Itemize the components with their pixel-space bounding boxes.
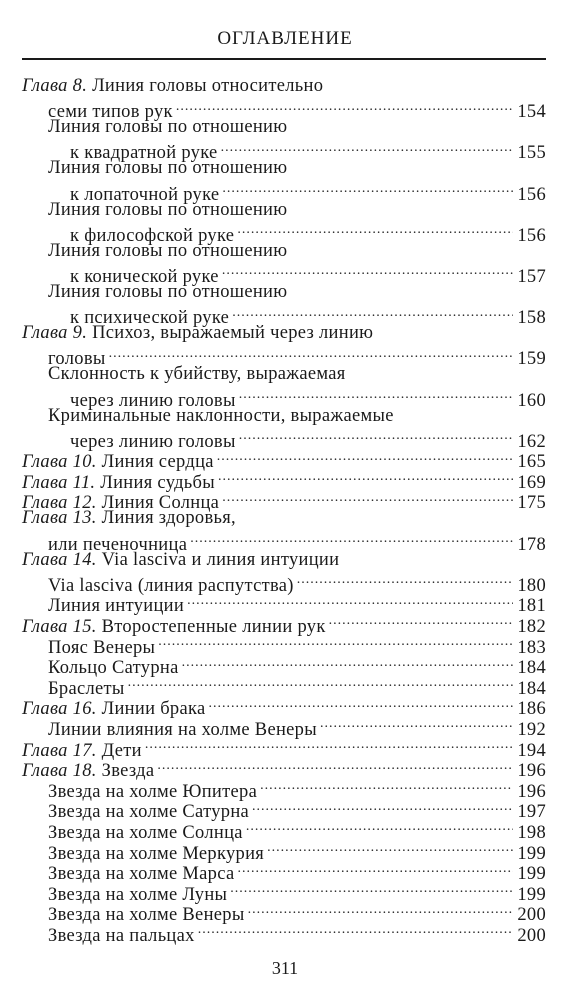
toc-entry (22, 776, 546, 802)
chapter-label: Глава 16. (22, 699, 97, 720)
toc-entry (22, 879, 546, 905)
dot-leader (239, 426, 513, 447)
toc-entry (22, 76, 546, 97)
toc-page-number: 180 (517, 575, 546, 596)
chapter-label: Глава 9. (22, 323, 88, 344)
dot-leader (187, 591, 513, 612)
toc-entry (22, 632, 546, 658)
dot-leader (182, 653, 513, 674)
dot-leader (297, 570, 513, 591)
toc-entry-title: к квадратной руке (70, 143, 218, 164)
header-divider (22, 58, 546, 60)
toc-page-number: 183 (517, 637, 546, 658)
toc-page-number: 184 (517, 678, 546, 699)
toc-entry-title: Линия судьбы (100, 472, 215, 493)
dot-leader (329, 611, 513, 632)
toc-entry (22, 364, 546, 385)
toc-page-number: 160 (517, 390, 546, 411)
chapter-label: Глава 15. (22, 617, 97, 638)
toc-entry (22, 220, 546, 246)
page-number: 311 (271, 958, 299, 978)
toc-entry-title: Линия головы по отношению (48, 199, 288, 220)
toc-entry-title: Линия здоровья, (101, 508, 236, 529)
toc-entry-text (48, 282, 287, 303)
toc-entry (22, 261, 546, 287)
toc-page-number: 197 (517, 802, 546, 823)
toc-entry-title: Склонность к убийству, выражаемая (48, 364, 346, 385)
toc-entry-title: Звезда на холме Меркурия (48, 843, 265, 864)
toc-page-number: 181 (517, 596, 546, 617)
toc-entry-text (22, 76, 323, 97)
toc-entry-title: через линию головы (70, 390, 236, 411)
toc-page-number: 162 (517, 431, 546, 452)
chapter-label: Глава 11. (22, 472, 96, 493)
toc-page-number: 196 (517, 761, 546, 782)
dot-leader (209, 694, 514, 715)
toc-entry-text (48, 158, 287, 179)
toc-entry-title: Via lasciva (линия распутства) (48, 575, 294, 596)
toc-entry (22, 385, 546, 411)
toc-entry-title: Линия головы по отношению (48, 240, 288, 261)
toc-entry (22, 488, 546, 514)
toc-entry-title: Пояс Венеры (48, 637, 156, 658)
dot-leader (218, 467, 513, 488)
toc-page-number: 159 (517, 349, 546, 370)
toc-entry-title: через линию головы (70, 431, 236, 452)
toc-entry-title: Звезда на холме Юпитера (48, 781, 258, 802)
toc-entry-title: Звезда на холме Марса (48, 864, 235, 885)
toc-entry-title: Звезда на холме Венеры (48, 905, 245, 926)
toc-entry-text (48, 117, 287, 138)
toc-entry (22, 406, 546, 427)
toc-page-number: 198 (517, 822, 546, 843)
chapter-label: Глава 14. (22, 549, 97, 570)
toc-entry-title: Линия головы по отношению (48, 158, 288, 179)
toc-entry-title: Линии влияния на холме Венеры (48, 720, 317, 740)
dot-leader (217, 447, 513, 468)
toc-entry (22, 859, 546, 885)
toc-entry-text (48, 364, 346, 385)
toc-page-number: 178 (517, 534, 546, 555)
toc-entry (22, 714, 546, 740)
toc-entry (22, 158, 546, 179)
toc-page-number: 196 (517, 781, 546, 802)
toc-entry (22, 426, 546, 452)
toc-entry (22, 344, 546, 370)
toc-entry-title: к конической руке (70, 266, 219, 287)
toc-entry (22, 97, 546, 123)
toc-entry-title: Звезда на холме Сатурна (48, 802, 250, 823)
dot-leader (128, 673, 513, 694)
dot-leader (145, 735, 513, 756)
toc-page-number: 194 (517, 740, 546, 761)
chapter-label: Глава 13. (22, 508, 97, 529)
toc-entry-title: Браслеты (48, 678, 125, 699)
dot-leader (267, 838, 513, 859)
toc-entry-title: Линия головы по отношению (48, 117, 288, 138)
toc-entry-title: Дети (101, 740, 142, 761)
toc-entry (22, 920, 546, 946)
toc-entry-title: к философской руке (70, 225, 235, 246)
toc-entry-title: головы (48, 349, 106, 370)
table-of-contents (22, 76, 546, 946)
dot-leader (232, 303, 513, 324)
toc-entry (22, 467, 546, 493)
toc-entry-title: Линия сердца (101, 452, 214, 473)
toc-page-number: 156 (517, 184, 546, 205)
toc-entry-title: Звезда на пальцах (48, 925, 195, 946)
toc-page-number: 165 (517, 452, 546, 473)
toc-page-number: 184 (517, 658, 546, 679)
toc-entry (22, 282, 546, 303)
toc-entry-title: Кольцо Сатурна (48, 658, 179, 679)
toc-entry-title: к психической руке (70, 308, 230, 329)
dot-leader (252, 797, 513, 818)
toc-page-number: 175 (517, 493, 546, 514)
toc-entry (22, 611, 546, 638)
toc-entry-title: Криминальные наклонности, выражаемые (48, 405, 394, 426)
toc-entry (22, 179, 546, 205)
toc-entry (22, 694, 546, 720)
toc-entry (22, 817, 546, 843)
dot-leader (246, 817, 513, 838)
toc-entry (22, 735, 546, 761)
dot-leader (158, 632, 513, 653)
toc-entry (22, 797, 546, 823)
toc-entry-title: Линия интуиции (48, 596, 185, 617)
dot-leader (230, 879, 513, 900)
toc-entry-text (22, 323, 373, 344)
toc-entry (22, 241, 546, 262)
toc-entry (22, 508, 546, 529)
toc-entry (22, 838, 546, 864)
dot-leader (222, 179, 513, 200)
toc-page-number: 169 (517, 472, 546, 493)
toc-page-number: 154 (517, 102, 546, 123)
toc-entry (22, 303, 546, 329)
dot-leader (198, 920, 513, 941)
toc-entry-title: Звезда на холме Луны (48, 884, 228, 905)
toc-entry-text (22, 550, 339, 571)
dot-leader (221, 138, 513, 159)
toc-entry-title: Линия головы относительно (92, 76, 324, 96)
page-title: ОГЛАВЛЕНИЕ (217, 28, 353, 49)
dot-leader (222, 488, 513, 509)
dot-leader (248, 900, 513, 921)
toc-entry (22, 323, 546, 344)
toc-entry-title: семи типов рук (48, 102, 173, 123)
toc-entry (22, 900, 546, 926)
toc-entry-title: Звезда (101, 761, 155, 782)
toc-entry-title: Via lasciva и линия интуиции (101, 549, 340, 570)
toc-page-number: 192 (517, 720, 546, 740)
chapter-label: Глава 10. (22, 452, 97, 473)
dot-leader (237, 220, 513, 241)
toc-entry-title: Второстепенные линии рук (101, 617, 326, 638)
toc-page-number: 199 (517, 843, 546, 864)
toc-entry-title: Линия Солнца (101, 493, 220, 514)
dot-leader (109, 344, 513, 365)
toc-entry-text (48, 926, 195, 947)
toc-entry-text (22, 508, 236, 529)
toc-entry-title: Линии брака (101, 699, 206, 720)
dot-leader (239, 385, 513, 406)
toc-entry (22, 653, 546, 679)
chapter-label: Глава 8. (22, 76, 88, 96)
toc-entry (22, 570, 546, 596)
toc-entry-title: Линия головы по отношению (48, 281, 288, 302)
toc-entry-title: к лопаточной руке (70, 184, 220, 205)
toc-page-number: 200 (517, 925, 546, 946)
toc-entry-title: Звезда на холме Солнца (48, 822, 243, 843)
toc-entry-title: или печеночница (48, 534, 188, 555)
toc-page-number: 182 (517, 617, 546, 638)
toc-page-number: 155 (517, 143, 546, 164)
toc-entry-title: Психоз, выражаемый через линию (92, 323, 374, 344)
dot-leader (222, 261, 513, 282)
chapter-label: Глава 18. (22, 761, 97, 782)
toc-entry-text (48, 200, 287, 221)
dot-leader (260, 776, 513, 797)
toc-page-number: 199 (517, 884, 546, 905)
dot-leader (176, 97, 513, 118)
toc-entry (22, 591, 546, 617)
toc-entry-text (48, 406, 394, 427)
dot-leader (237, 859, 513, 880)
dot-leader (190, 529, 513, 550)
chapter-label: Глава 12. (22, 493, 97, 514)
toc-entry (22, 529, 546, 555)
toc-page-number: 186 (517, 699, 546, 720)
toc-page-number: 158 (517, 308, 546, 329)
toc-entry (22, 117, 546, 138)
dot-leader (157, 756, 513, 777)
toc-page-number: 156 (517, 225, 546, 246)
dot-leader (320, 714, 513, 735)
toc-entry (22, 447, 546, 473)
toc-page-number: 157 (517, 266, 546, 287)
toc-entry (22, 550, 546, 571)
toc-entry (22, 673, 546, 699)
toc-page-number: 200 (517, 905, 546, 926)
toc-entry (22, 138, 546, 164)
chapter-label: Глава 17. (22, 740, 97, 761)
toc-entry (22, 200, 546, 221)
toc-entry (22, 756, 546, 782)
toc-entry-text (48, 241, 287, 262)
toc-page-number: 199 (517, 864, 546, 885)
